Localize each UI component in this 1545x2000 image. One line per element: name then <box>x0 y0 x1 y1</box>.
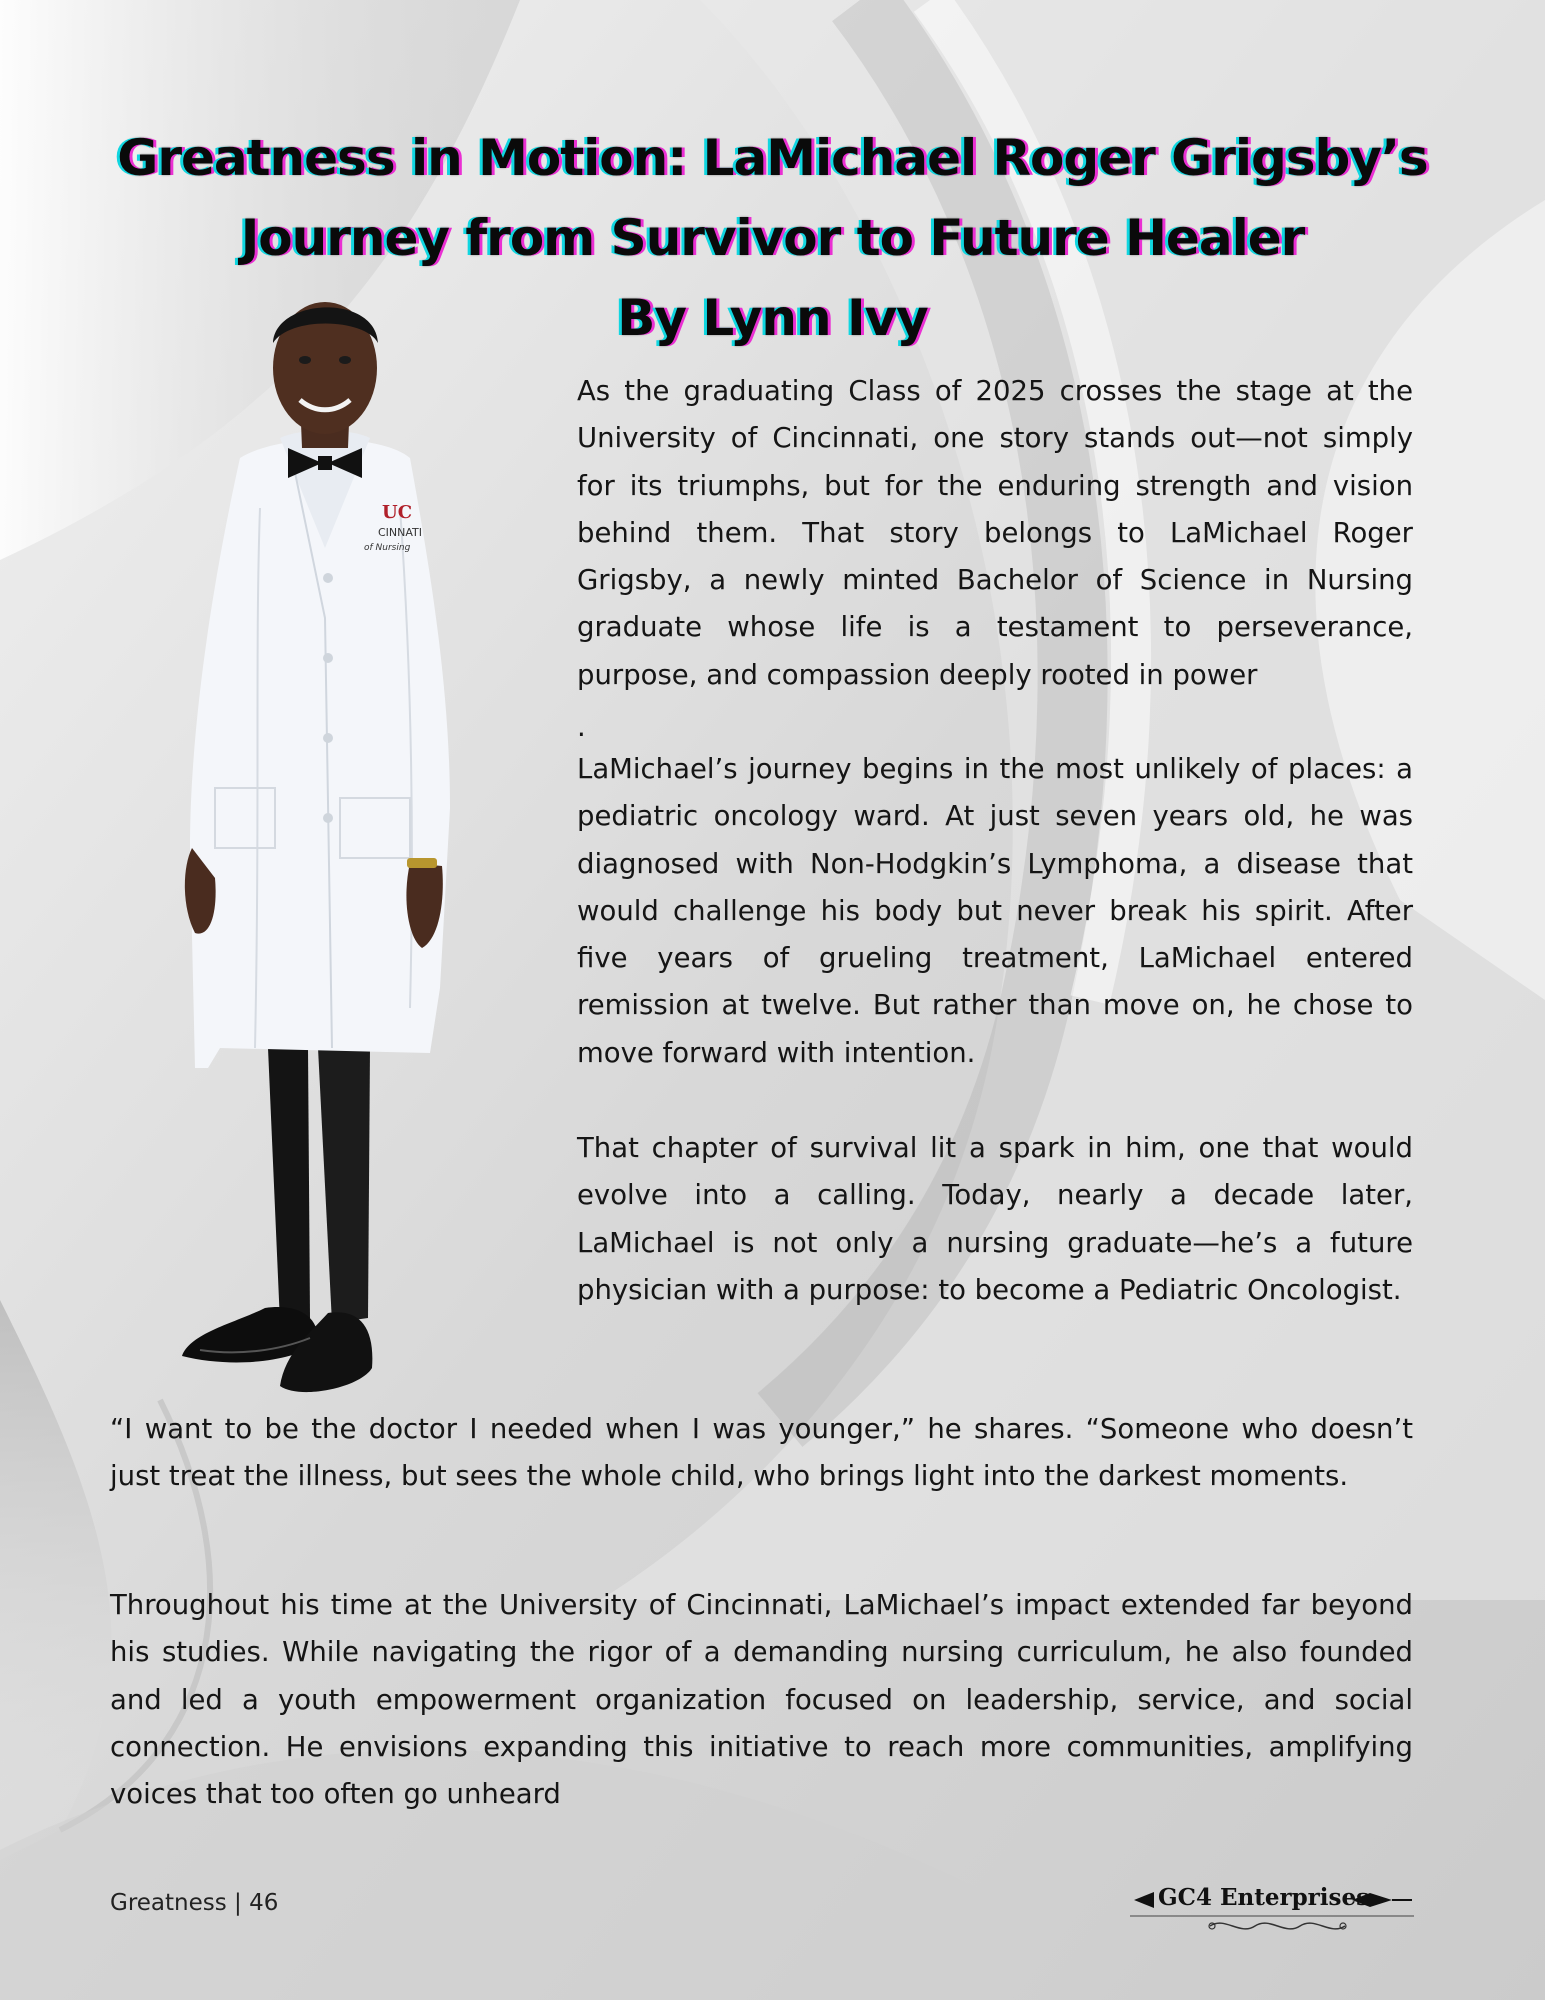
coat-subtext: of Nursing <box>364 543 411 553</box>
paragraph-5: Throughout his time at the University of Cincinnati, LaMichael’s impact extended far beyond his studies. While navigating the rigor of a demanding nursing curriculum, he also founded and led a youth empowerment organization focused on leadership, service, and social connection. He envisions expanding this initiative to reach more communities, amplifying voices that too often go unheard <box>110 1589 1413 1811</box>
title-line-1: Greatness in Motion: LaMichael Roger Grigsby’s <box>117 129 1428 187</box>
paragraph-3: That chapter of survival lit a spark in him, one that would evolve into a calling. Today, nearly a decade later, LaMichael is not only a nursing graduate—he’s a future physician with a purpose: to become a Pediatric Oncologist. <box>577 1132 1413 1306</box>
coat-text: CINNATI <box>378 526 423 539</box>
title-line-2: Journey from Survivor to Future Healer <box>240 209 1305 267</box>
stray-period: . <box>577 711 586 743</box>
paragraph-4: “I want to be the doctor I needed when I was younger,” he shares. “Someone who doesn’t just treat the illness, but sees the whole child, who brings light into the darkest moments. <box>110 1413 1413 1493</box>
byline: By Lynn Ivy <box>617 289 928 347</box>
publisher-logo <box>1130 1880 1420 1940</box>
page-number: Greatness | 46 <box>110 1890 279 1916</box>
logo-text: GC4 Enterprises <box>1158 1884 1370 1911</box>
paragraph-2: LaMichael’s journey begins in the most unlikely of places: a pediatric oncology ward. At just seven years old, he was diagnosed with Non-Hodgkin’s Lymphoma, a disease that would challenge his body but never break his spirit. After five years of grueling treatment, LaMichael entered remission at twelve. But rather than move on, he chose to move forward with intention. <box>577 753 1413 1069</box>
paragraph-1: As the graduating Class of 2025 crosses the stage at the University of Cincinnati, one story stands out—not simply for its triumphs, but for the enduring strength and vision behind them. That story belongs to LaMichael Roger Grigsby, a newly minted Bachelor of Science in Nursing graduate whose life is a testament to perseverance, purpose, and compassion deeply rooted in power <box>577 375 1413 691</box>
coat-logo: UC <box>382 502 413 523</box>
graduate-photo <box>160 288 520 1418</box>
